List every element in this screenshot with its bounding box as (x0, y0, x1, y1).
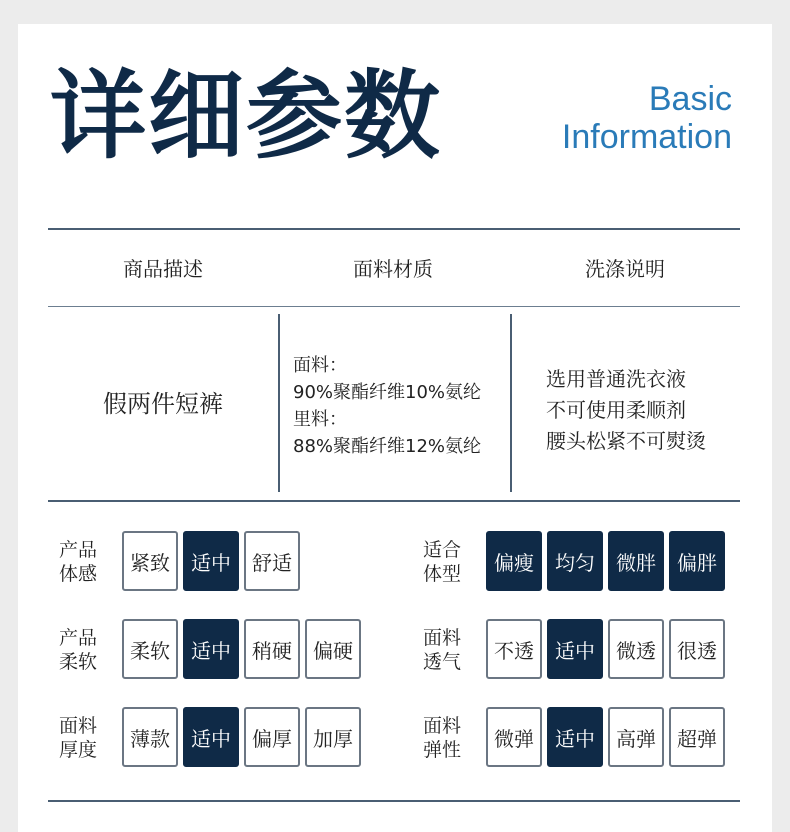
option-chip[interactable]: 适中 (547, 707, 603, 767)
option-chip[interactable]: 适中 (183, 619, 239, 679)
option-group-body-type (486, 531, 725, 591)
option-chip[interactable]: 柔软 (122, 619, 178, 679)
attr-label-line: 面料 (59, 715, 98, 737)
column-header-material: 面料材质 (353, 257, 433, 281)
attr-label-line: 适合 (423, 539, 462, 561)
wash-line-3: 腰头松紧不可熨烫 (546, 429, 706, 453)
fabric-lining-value: 88%聚酯纤维12%氨纶 (293, 436, 482, 457)
subtitle (562, 80, 732, 156)
divider-header (48, 306, 740, 307)
option-chip[interactable]: 偏瘦 (486, 531, 542, 591)
wash-line-2: 不可使用柔顺剂 (546, 398, 686, 422)
option-chip[interactable]: 微胖 (608, 531, 664, 591)
subtitle-line-2: Information (561, 118, 732, 156)
option-chip[interactable]: 适中 (547, 619, 603, 679)
attr-label-elasticity (423, 714, 473, 762)
page-title: 详细参数 (50, 60, 442, 172)
option-chip[interactable]: 紧致 (122, 531, 178, 591)
attr-label-body-type (423, 538, 473, 586)
option-chip[interactable]: 不透 (486, 619, 542, 679)
attr-label-line: 面料 (423, 715, 462, 737)
option-chip[interactable]: 微弹 (486, 707, 542, 767)
attr-label-feel (59, 538, 109, 586)
option-chip[interactable]: 偏厚 (244, 707, 300, 767)
option-group-feel (122, 531, 300, 591)
option-chip[interactable]: 加厚 (305, 707, 361, 767)
divider-bottom (48, 800, 740, 802)
option-chip[interactable]: 适中 (183, 707, 239, 767)
attr-label-line: 弹性 (423, 739, 462, 761)
wash-line-1: 选用普通洗衣液 (546, 367, 686, 391)
option-chip[interactable]: 适中 (183, 531, 239, 591)
option-chip[interactable]: 均匀 (547, 531, 603, 591)
divider-top (48, 228, 740, 230)
column-header-description: 商品描述 (123, 257, 203, 281)
attr-label-line: 面料 (423, 627, 462, 649)
option-chip[interactable]: 舒适 (244, 531, 300, 591)
attr-label-line: 透气 (423, 651, 462, 673)
attr-label-line: 柔软 (59, 651, 98, 673)
option-chip[interactable]: 超弹 (669, 707, 725, 767)
option-chip[interactable]: 偏胖 (669, 531, 725, 591)
option-chip[interactable]: 偏硬 (305, 619, 361, 679)
attr-label-line: 产品 (59, 627, 98, 649)
washing-instructions (546, 364, 706, 457)
fabric-outer-label: 面料： (293, 355, 347, 376)
option-chip[interactable]: 薄款 (122, 707, 178, 767)
column-header-washing: 洗涤说明 (585, 257, 665, 281)
attr-label-softness (59, 626, 109, 674)
option-group-thickness (122, 707, 361, 767)
option-group-elasticity (486, 707, 725, 767)
product-name: 假两件短裤 (103, 390, 223, 418)
spec-card (18, 24, 772, 832)
attr-label-thickness (59, 714, 109, 762)
option-chip[interactable]: 很透 (669, 619, 725, 679)
fabric-outer-value: 90%聚酯纤维10%氨纶 (293, 382, 482, 403)
column-divider-2 (510, 314, 512, 492)
divider-middle (48, 500, 740, 502)
attr-label-line: 体型 (423, 563, 462, 585)
option-chip[interactable]: 高弹 (608, 707, 664, 767)
fabric-composition (293, 352, 481, 460)
fabric-lining-label: 里料： (293, 409, 347, 430)
option-chip[interactable]: 稍硬 (244, 619, 300, 679)
attr-label-line: 体感 (59, 563, 98, 585)
column-divider-1 (278, 314, 280, 492)
option-group-softness (122, 619, 361, 679)
attr-label-line: 产品 (59, 539, 98, 561)
attr-label-line: 厚度 (59, 739, 98, 761)
subtitle-line-1: Basic (648, 80, 732, 118)
option-chip[interactable]: 微透 (608, 619, 664, 679)
option-group-breathability (486, 619, 725, 679)
attr-label-breathability (423, 626, 473, 674)
